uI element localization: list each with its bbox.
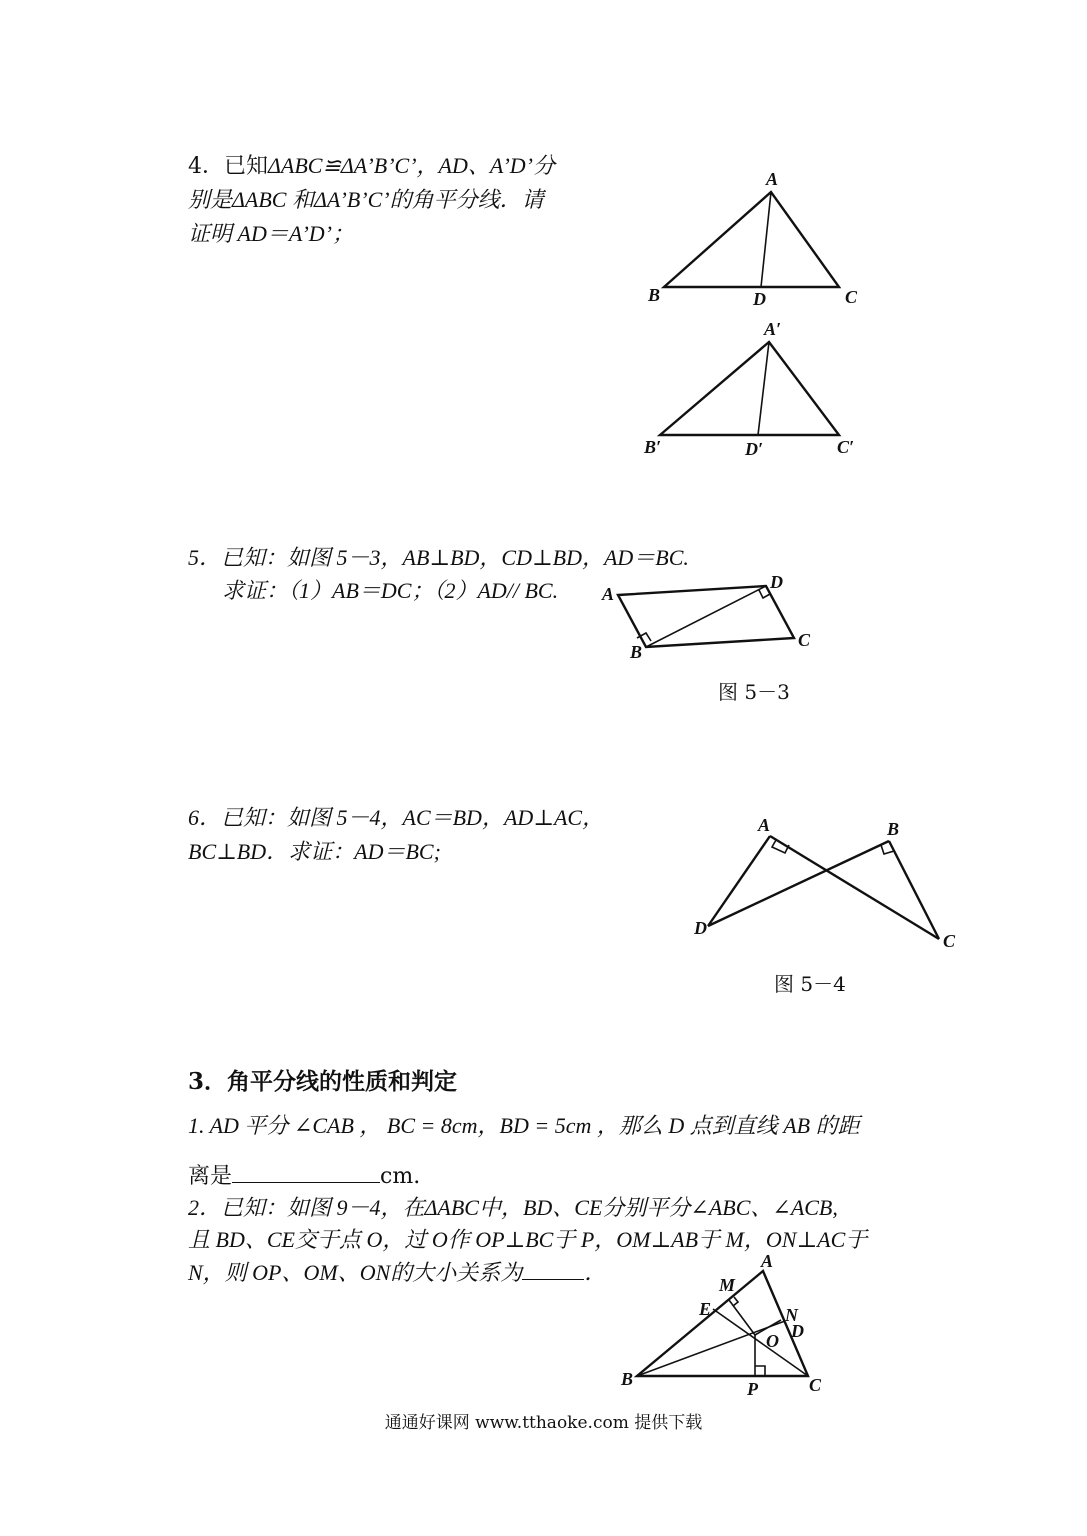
label-b-prime: B′ (644, 437, 662, 457)
label-a: A (602, 584, 615, 604)
label-c: C (798, 630, 811, 650)
q1-line1: 1. AD 平分 ∠CAB ， BC = 8cm，BD = 5cm ，那么 D 点到直线 AB 的距 (188, 1113, 860, 1138)
label-m: M (719, 1275, 736, 1295)
q2-answer-blank (522, 1257, 584, 1280)
right-angle-m (733, 1297, 738, 1306)
triangle-abc-prime (660, 342, 839, 435)
triangle-abc (664, 192, 839, 287)
label-d: D (753, 289, 766, 309)
label-o: O (766, 1331, 779, 1351)
label-d: D (694, 918, 707, 938)
figure-5-4-caption: 图 5－4 (774, 972, 846, 996)
label-a: A (758, 815, 771, 835)
label-e: E (699, 1299, 712, 1319)
label-a: A (761, 1251, 774, 1271)
figure-5-4 (690, 815, 970, 955)
label-a-prime: A′ (764, 319, 782, 339)
figure-triangle-abc (640, 165, 880, 315)
figure-5-3 (600, 570, 820, 665)
q2-prefix: N，则 OP、OM、ON的大小关系为 (188, 1260, 523, 1285)
q1-prefix: 离是 (188, 1164, 233, 1189)
problem4-line1 (188, 150, 555, 183)
problem5-line1: 5．已知：如图 5－3，AB⊥BD，CD⊥BD，AD＝BC. (188, 545, 689, 570)
label-c-prime: C′ (837, 437, 855, 457)
q2-line1: 2．已知：如图 9－4，在ΔABC中，BD、CE分别平分∠ABC、∠ACB, (188, 1195, 838, 1220)
section-heading: 3．角平分线的性质和判定 (188, 1068, 458, 1095)
label-d: D (770, 572, 783, 592)
bisector-ad-prime (758, 342, 769, 435)
problem4-text-1: ΔABC≌ΔA’B’C’，AD、A’D’分 (268, 153, 556, 178)
figure-9-4 (615, 1251, 835, 1405)
problem6-line1: 6．已知：如图 5－4，AC＝BD，AD⊥AC， (188, 805, 605, 830)
label-c: C (845, 287, 858, 307)
label-a: A (766, 169, 779, 189)
label-c: C (809, 1375, 822, 1395)
label-n: N (785, 1305, 798, 1325)
label-b: B (621, 1369, 634, 1389)
problem4-line3: 证明 AD＝A’D’； (188, 221, 354, 246)
problem5-line2: 求证：（1）AB＝DC；（2）AD// BC. (222, 578, 559, 603)
problem6-line2: BC⊥BD．求证：AD＝BC; (188, 839, 441, 864)
q1-suffix: cm. (380, 1164, 421, 1189)
figure-5-3-caption: 图 5－3 (718, 680, 790, 704)
label-p: P (747, 1379, 758, 1399)
q1-answer-blank (232, 1160, 380, 1183)
q2-line2: 且 BD、CE交于点 O，过 O作 OP⊥BC于 P，OM⊥AB于 M，ON⊥AC于 (188, 1227, 868, 1252)
q2-suffix: ． (584, 1260, 607, 1285)
page-footer: 通通好课网 www.tthaoke.com 提供下载 (384, 1413, 703, 1433)
label-b: B (630, 642, 643, 662)
q2-line3 (188, 1257, 606, 1289)
bisector-ad (761, 192, 771, 287)
q1-line2 (188, 1160, 420, 1193)
diagonal-bd (646, 586, 766, 647)
problem4-number: 4．已知 (188, 154, 268, 179)
label-c: C (943, 931, 956, 951)
label-d: D (791, 1321, 804, 1341)
label-d-prime: D′ (745, 439, 764, 459)
problem4-line2: 别是ΔABC 和ΔA’B’C’的角平分线．请 (188, 187, 544, 212)
bisector-bd (637, 1321, 785, 1376)
label-b: B (887, 819, 900, 839)
label-b: B (648, 285, 661, 305)
figure-triangle-abc-prime (640, 315, 880, 465)
right-angle-p (755, 1366, 765, 1376)
